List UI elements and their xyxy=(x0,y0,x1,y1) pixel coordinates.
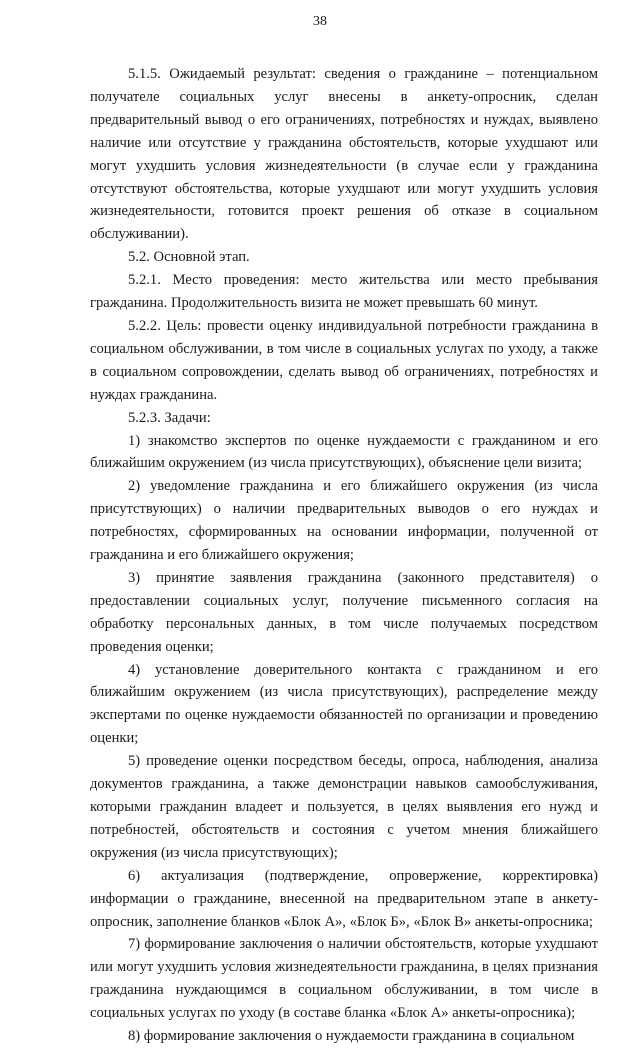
task-item-1: 1) знакомство экспертов по оценке нуждаемости с гражданином и его ближайшим окружением (из числа присутствующих), объяснение цели визита; xyxy=(90,432,598,472)
paragraph-5-1-5: 5.1.5. Ожидаемый результат: сведения о гражданине – потенциальном получателе социальных услуг внесены в анкету-опросник, сделан предварительный вывод о его ограничениях, потребностях и нуждах, выявлено наличие или отсутствие у гражданина обстоятельств, которые ухудшают или могут ухудшить условия жизнедеятельности (в случае если у гражданина отсутствуют обстоятельства, которые ухудшают или могут ухудшить условия жизнедеятельности, готовится проект решения об отказе в социальном обслуживании). xyxy=(90,66,598,243)
task-item-5: 5) проведение оценки посредством беседы, опроса, наблюдения, анализа документов гражданина, а также демонстрации навыков самообслуживания, которыми гражданин владеет и пользуется, в целях выявления его нужд и потребностей, обстоятельств и состояния с учетом мнения ближайшего окружения (из числа присутствующих); xyxy=(90,753,598,861)
document-body xyxy=(90,63,598,1048)
task-item-4: 4) установление доверительного контакта с гражданином и его ближайшим окружением (из числа присутствующих), распределение между экспертами по оценке нуждаемости обязанностей по организации и проведению оценки; xyxy=(90,661,598,747)
task-item-6: 6) актуализация (подтверждение, опровержение, корректировка) информации о гражданине, внесенной на предварительном этапе в анкету-опросник, заполнение бланков «Блок А», «Блок Б», «Блок В» анкеты-опросника; xyxy=(90,867,598,930)
paragraph-5-2-3: 5.2.3. Задачи: xyxy=(128,409,211,426)
page-number: 38 xyxy=(313,14,327,29)
paragraph-5-2: 5.2. Основной этап. xyxy=(128,249,250,266)
paragraph-5-2-2: 5.2.2. Цель: провести оценку индивидуальной потребности гражданина в социальном обслуживании, в том числе в социальных услугах по уходу, а также в социальном сопровождении, сделать вывод об ограничениях, потребностях и нуждах гражданина. xyxy=(90,317,598,403)
task-item-7: 7) формирование заключения о наличии обстоятельств, которые ухудшают или могут ухудшить условия жизнедеятельности гражданина, в целях признания гражданина нуждающимся в социальном обслуживании, в том числе в социальных услугах по уходу (в составе бланка «Блок А» анкеты-опросника); xyxy=(90,936,598,1022)
paragraph-5-2-1: 5.2.1. Место проведения: место жительства или место пребывания гражданина. Продолжительность визита не может превышать 60 минут. xyxy=(90,272,598,312)
task-item-8: 8) формирование заключения о нуждаемости гражданина в социальном xyxy=(128,1028,575,1045)
task-item-3: 3) принятие заявления гражданина (законного представителя) о предоставлении социальных услуг, получение письменного согласия на обработку персональных данных, в том числе получаемых посредством проведения оценки; xyxy=(90,569,598,655)
task-item-2: 2) уведомление гражданина и его ближайшего окружения (из числа присутствующих) о наличии предварительных выводов о его нуждах и потребностях, сформированных на основании информации, полученной от гражданина и его ближайшего окружения; xyxy=(90,478,598,564)
